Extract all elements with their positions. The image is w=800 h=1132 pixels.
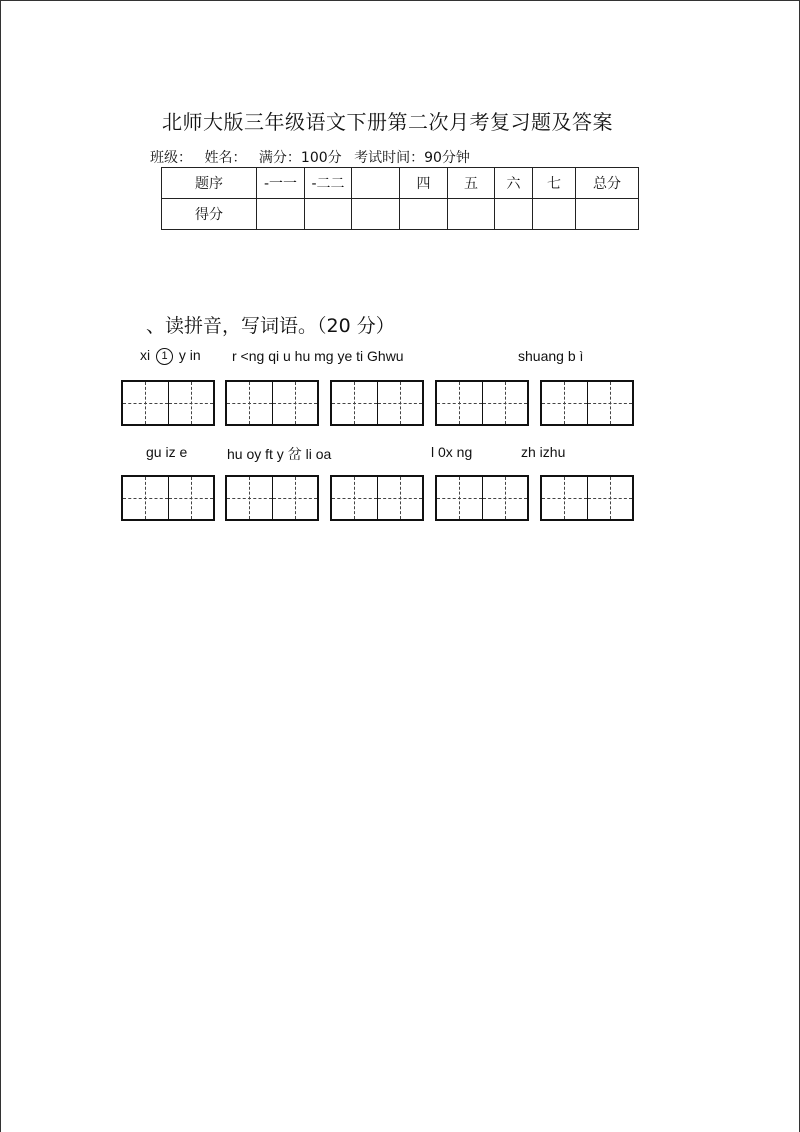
writing-cell[interactable]	[483, 382, 528, 424]
score-cell[interactable]	[305, 199, 352, 230]
writing-cell[interactable]	[332, 477, 378, 519]
writing-box[interactable]	[330, 380, 424, 426]
score-cell[interactable]	[257, 199, 305, 230]
writing-cell[interactable]	[483, 477, 528, 519]
score-table	[161, 167, 639, 230]
writing-box[interactable]	[330, 475, 424, 521]
writing-cell[interactable]	[273, 382, 318, 424]
name-label: 姓名：	[204, 150, 247, 166]
table-col-3	[352, 168, 400, 199]
writing-cell[interactable]	[273, 477, 318, 519]
writing-cell[interactable]	[123, 382, 169, 424]
score-table-score-row	[162, 199, 639, 230]
table-col-1: -一一	[257, 168, 305, 199]
class-label: 班级：	[150, 150, 192, 166]
table-col-2: -二二	[305, 168, 352, 199]
pinyin-5: hu oy ft y 岔 li oa	[227, 446, 332, 462]
writing-cell[interactable]	[588, 382, 633, 424]
page-border-top	[0, 0, 800, 1]
writing-box[interactable]	[435, 380, 529, 426]
table-col-total: 总分	[576, 168, 639, 199]
writing-box[interactable]	[225, 475, 319, 521]
pinyin-6: l 0x ng	[431, 444, 473, 460]
exam-meta	[150, 147, 478, 167]
pinyin-7: zh izhu	[521, 444, 566, 460]
writing-box[interactable]	[225, 380, 319, 426]
score-cell[interactable]	[533, 199, 576, 230]
writing-box[interactable]	[121, 380, 215, 426]
writing-cell[interactable]	[378, 382, 423, 424]
writing-box[interactable]	[540, 475, 634, 521]
writing-box[interactable]	[435, 475, 529, 521]
pinyin-4: gu iz e	[146, 444, 188, 460]
writing-cell[interactable]	[227, 477, 273, 519]
exam-time: 考试时间：90分钟	[354, 150, 470, 166]
writing-box[interactable]	[121, 475, 215, 521]
score-cell[interactable]	[352, 199, 400, 230]
full-score: 满分：100分	[258, 150, 342, 166]
pinyin-1-post: y in	[175, 347, 201, 363]
writing-cell[interactable]	[588, 477, 633, 519]
circled-number: 1	[156, 348, 173, 365]
pinyin-1-pre: xi	[140, 347, 154, 363]
page-border-left	[0, 0, 1, 1132]
pinyin-3: shuang b ì	[518, 348, 584, 364]
writing-cell[interactable]	[123, 477, 169, 519]
table-col-4: 四	[400, 168, 448, 199]
writing-box[interactable]	[540, 380, 634, 426]
writing-cell[interactable]	[437, 382, 483, 424]
writing-cell[interactable]	[169, 382, 214, 424]
score-cell[interactable]	[448, 199, 495, 230]
writing-cell[interactable]	[169, 477, 214, 519]
table-header-label: 题序	[162, 168, 257, 199]
writing-cell[interactable]	[542, 382, 588, 424]
section-1-heading: 、读拼音，写词语。（20 分）	[146, 315, 395, 337]
writing-cell[interactable]	[227, 382, 273, 424]
score-cell[interactable]	[495, 199, 533, 230]
writing-cell[interactable]	[437, 477, 483, 519]
table-col-5: 五	[448, 168, 495, 199]
score-cell[interactable]	[400, 199, 448, 230]
writing-cell[interactable]	[542, 477, 588, 519]
score-cell[interactable]	[576, 199, 639, 230]
pinyin-1	[140, 347, 201, 365]
table-col-6: 六	[495, 168, 533, 199]
score-table-header-row	[162, 168, 639, 199]
writing-cell[interactable]	[378, 477, 423, 519]
pinyin-2: r <ng qi u hu mg ye ti Ghwu	[232, 348, 404, 364]
writing-cell[interactable]	[332, 382, 378, 424]
table-col-7: 七	[533, 168, 576, 199]
table-row-label: 得分	[162, 199, 257, 230]
page-title: 北师大版三年级语文下册第二次月考复习题及答案	[162, 110, 613, 134]
